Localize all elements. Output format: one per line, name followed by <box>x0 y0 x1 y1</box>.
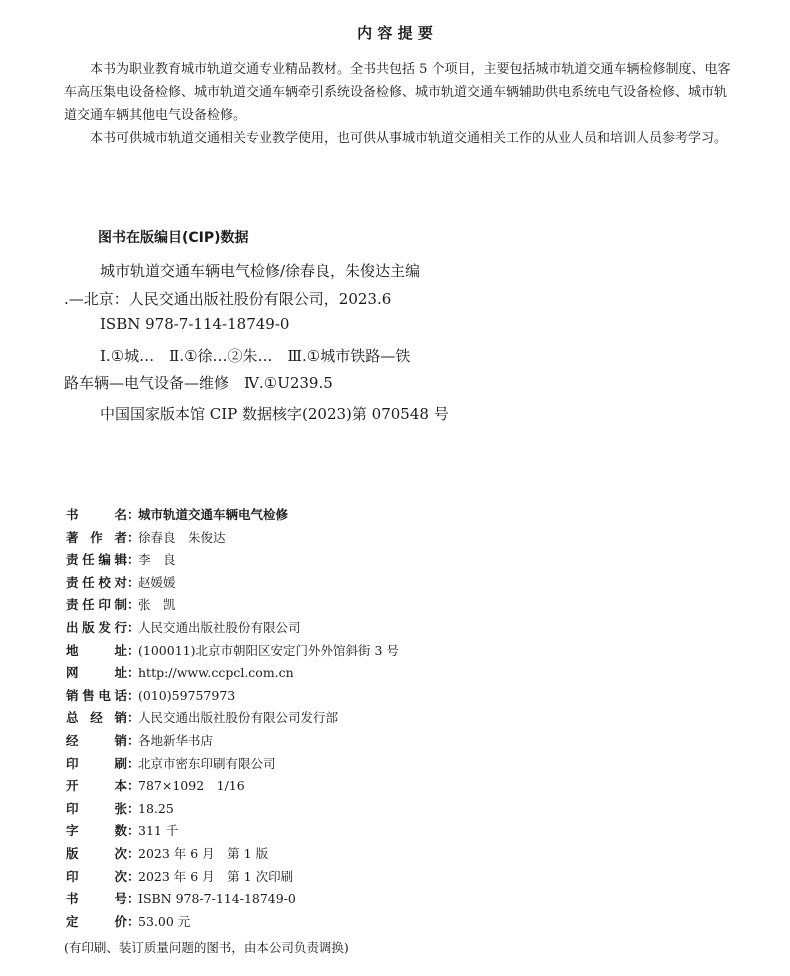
spec-label: 责 任 印 制 <box>66 597 127 613</box>
cip-line-2: .—北京：人民交通出版社股份有限公司，2023.6 <box>64 290 392 308</box>
spec-label: 责 任 编 辑 <box>66 552 127 568</box>
spec-separator: ： <box>127 665 140 681</box>
spec-separator: ： <box>127 529 140 545</box>
spec-separator: ： <box>127 710 140 726</box>
spec-value: ISBN 978-7-114-18749-0 <box>138 891 296 907</box>
spec-label: 经 销 <box>66 732 127 748</box>
spec-label: 印 次 <box>66 868 127 884</box>
spec-separator: ： <box>127 823 140 839</box>
spec-value: 311 千 <box>138 823 179 839</box>
spec-label: 字 数 <box>66 823 127 839</box>
spec-separator: ： <box>127 891 140 907</box>
spec-value: 53.00 元 <box>138 913 191 929</box>
spec-label: 版 次 <box>66 845 127 861</box>
spec-label: 著 作 者 <box>66 529 127 545</box>
spec-separator: ： <box>127 800 140 816</box>
spec-value: (010)59757973 <box>138 687 236 703</box>
cip-line-4: Ⅰ.①城… Ⅱ.①徐…②朱… Ⅲ.①城市铁路—铁 <box>100 347 411 365</box>
spec-label: 书 名 <box>66 507 127 522</box>
spec-separator: ： <box>127 552 140 568</box>
quality-note: (有印刷、装订质量问题的图书，由本公司负责调换) <box>64 940 349 955</box>
spec-separator: ： <box>127 845 140 861</box>
spec-label: 地 址 <box>66 642 127 658</box>
spec-value: 张 凯 <box>138 597 176 613</box>
spec-label: 责 任 校 对 <box>66 574 127 590</box>
spec-separator: ： <box>127 687 140 703</box>
cip-heading: 图书在版编目(CIP)数据 <box>98 230 249 246</box>
spec-label: 书 号 <box>66 891 127 907</box>
spec-value: 2023 年 6 月 第 1 版 <box>138 845 269 861</box>
spec-value: 787×1092 1/16 <box>138 778 245 794</box>
spec-label: 开 本 <box>66 778 127 794</box>
spec-separator: ： <box>127 597 140 613</box>
spec-value: 北京市密东印刷有限公司 <box>138 755 276 771</box>
spec-value: (100011)北京市朝阳区安定门外外馆斜街 3 号 <box>138 642 399 658</box>
spec-label: 定 价 <box>66 913 127 929</box>
spec-label: 出 版 发 行 <box>66 619 127 635</box>
spec-value: 徐春良 朱俊达 <box>138 529 226 545</box>
spec-label: 销 售 电 话 <box>66 687 127 703</box>
spec-label: 印 刷 <box>66 755 127 771</box>
spec-value: 城市轨道交通车辆电气检修 <box>138 507 289 522</box>
spec-separator: ： <box>127 913 140 929</box>
spec-value: 人民交通出版社股份有限公司 <box>138 619 301 635</box>
spec-label: 总 经 销 <box>66 710 127 726</box>
summary-title: 内 容 提 要 <box>357 24 433 42</box>
spec-label: 网 址 <box>66 665 127 681</box>
spec-separator: ： <box>127 574 140 590</box>
spec-value: 人民交通出版社股份有限公司发行部 <box>138 710 339 726</box>
spec-value: 李 良 <box>138 552 176 568</box>
summary-paragraph-2-text: 本书可供城市轨道交通相关专业教学使用，也可供从事城市轨道交通相关工作的从业人员和培训人员参考学习。 <box>90 131 728 146</box>
spec-separator: ： <box>127 732 140 748</box>
spec-value: 2023 年 6 月 第 1 次印刷 <box>138 868 294 884</box>
cip-line-1: 城市轨道交通车辆电气检修/徐春良，朱俊达主编 <box>100 262 421 280</box>
summary-paragraph-1 <box>64 58 732 127</box>
cip-line-6: 中国国家版本馆 CIP 数据核字(2023)第 070548 号 <box>100 405 449 423</box>
spec-separator: ： <box>127 619 140 635</box>
spec-value: http://www.ccpcl.com.cn <box>138 665 294 681</box>
spec-separator: ： <box>127 778 140 794</box>
cip-line-3: ISBN 978-7-114-18749-0 <box>100 315 290 333</box>
summary-paragraph-2 <box>64 127 732 150</box>
cip-line-5: 路车辆—电气设备—维修 Ⅳ.①U239.5 <box>64 374 333 392</box>
spec-label: 印 张 <box>66 800 127 816</box>
summary-paragraph-1-text: 本书为职业教育城市轨道交通专业精品教材。全书共包括 5 个项目，主要包括城市轨道交通车辆检修制度、电客车高压集电设备检修、城市轨道交通车辆牵引系统设备检修、城市轨道交通车辆辅助供电系统电气设备检修、城市轨道交通车辆其他电气设备检修。 <box>64 62 731 123</box>
spec-value: 18.25 <box>138 800 174 816</box>
spec-separator: ： <box>127 642 140 658</box>
spec-value: 赵媛媛 <box>138 574 176 590</box>
spec-separator: ： <box>127 868 140 884</box>
spec-separator: ： <box>127 507 140 522</box>
spec-value: 各地新华书店 <box>138 732 214 748</box>
spec-separator: ： <box>127 755 140 771</box>
